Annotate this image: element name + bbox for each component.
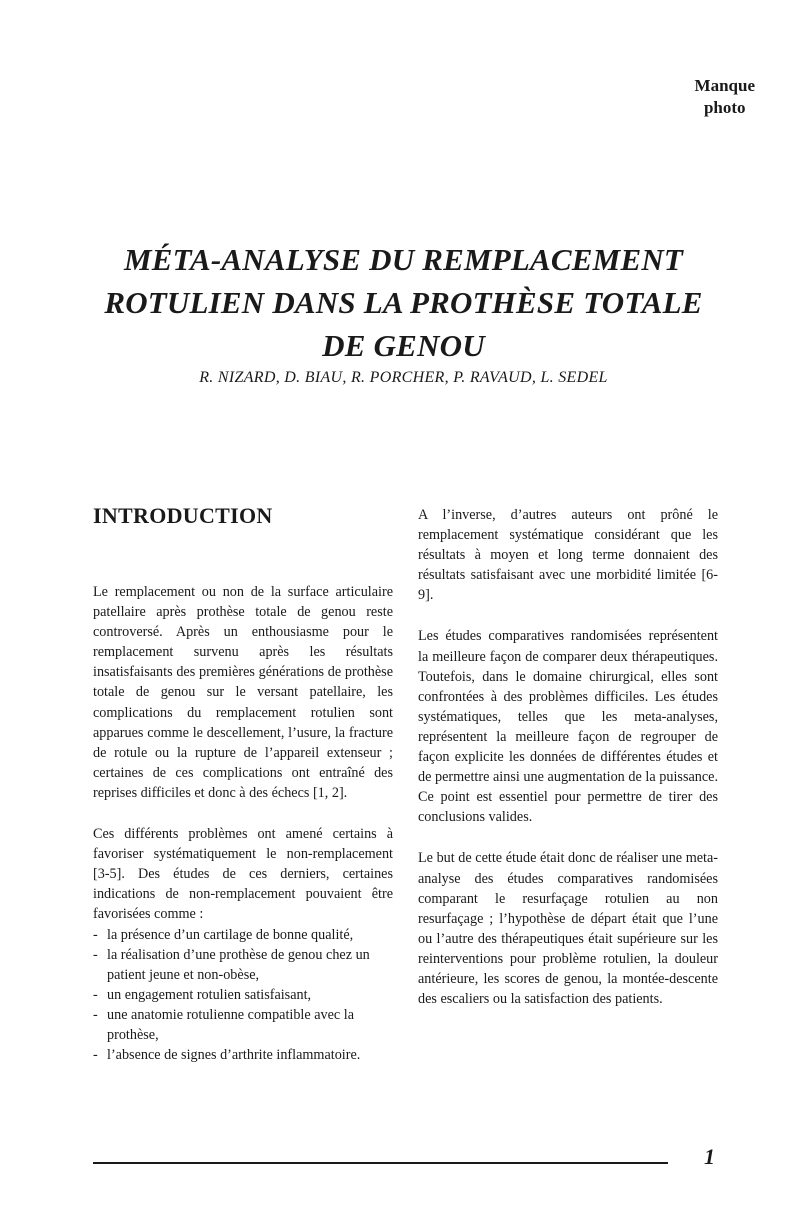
right-column — [418, 505, 718, 1030]
indication-list — [93, 925, 393, 1066]
article-title — [0, 238, 807, 367]
list-item: - un engagement rotulien satisfaisant, — [93, 985, 393, 1005]
list-item: - la présence d’un cartilage de bonne qualité, — [93, 925, 393, 945]
paragraph: A l’inverse, d’autres auteurs ont prôné le remplacement systématique considérant que les résultats à moyen et long terme donnaient des résultats satisfaisant avec une morbidité limitée [6-9]. — [418, 507, 718, 604]
paragraph: Les études comparatives randomisées représentent la meilleure façon de comparer deux thérapeutiques. Toutefois, dans le domaine chirurgical, elles sont confrontées à des problèmes difficiles. Les études systématiques, telles que les meta-analyses, représentent la meilleure façon de regrouper de façon explicite les données de différentes études et de permettre ainsi une augmentation de la puissance. Ce point est essentiel pour permettre de tirer des conclusions valides. — [418, 628, 718, 826]
page-number: 1 — [704, 1144, 715, 1169]
missing-photo-note-line-2: photo — [703, 98, 746, 117]
paragraph: Le remplacement ou non de la surface articulaire patellaire après prothèse totale de genou reste controversé. Après un enthousiasme pour le remplacement survenu après les résultats insatisfaisants des premières générations de prothèse totale de genou sur le versant patellaire, les complications du remplacement rotulien sont apparues comme le descellement, l’usure, la fracture de rotule ou la rupture de l’appareil extenseur ; certaines de ces complications ont entraîné des reprises difficiles et donc à des échecs [1, 2]. — [93, 584, 393, 801]
title-line-3: DE GENOU — [322, 328, 485, 363]
list-item: - la réalisation d’une prothèse de genou chez un patient jeune et non-obèse, — [93, 945, 393, 985]
author-list: R. NIZARD, D. BIAU, R. PORCHER, P. RAVAUD, L. SEDEL — [199, 369, 608, 386]
list-item: - une anatomie rotulienne compatible avec la prothèse, — [93, 1005, 393, 1045]
title-line-2: ROTULIEN DANS LA PROTHÈSE TOTALE — [104, 285, 703, 320]
left-column — [93, 502, 393, 1065]
paragraph: Le but de cette étude était donc de réaliser une meta-analyse des études comparatives randomisées comparant le resurfaçage rotulien au non resurfaçage ; l’hypothèse de départ était que l’une ou l’autre des thérapeutiques était supérieure sur les reinterventions pour problème rotulien, la douleur antérieure, les scores de genou, la montée-descente des escaliers ou la satisfaction des patients. — [418, 850, 718, 1008]
missing-photo-note-line-1: Manque — [694, 76, 755, 95]
paragraph: Ces différents problèmes ont amené certains à favoriser systématiquement le non-remplacement [3-5]. Des études de ces derniers, certaines indications de non-remplacement pouvaient être favorisées comme : — [93, 826, 393, 923]
section-heading-introduction: INTRODUCTION — [93, 503, 273, 528]
footer-rule — [93, 1162, 668, 1164]
list-item: - l’absence de signes d’arthrite inflammatoire. — [93, 1045, 393, 1065]
missing-photo-note — [695, 75, 755, 119]
title-line-1: MÉTA-ANALYSE DU REMPLACEMENT — [123, 242, 684, 277]
